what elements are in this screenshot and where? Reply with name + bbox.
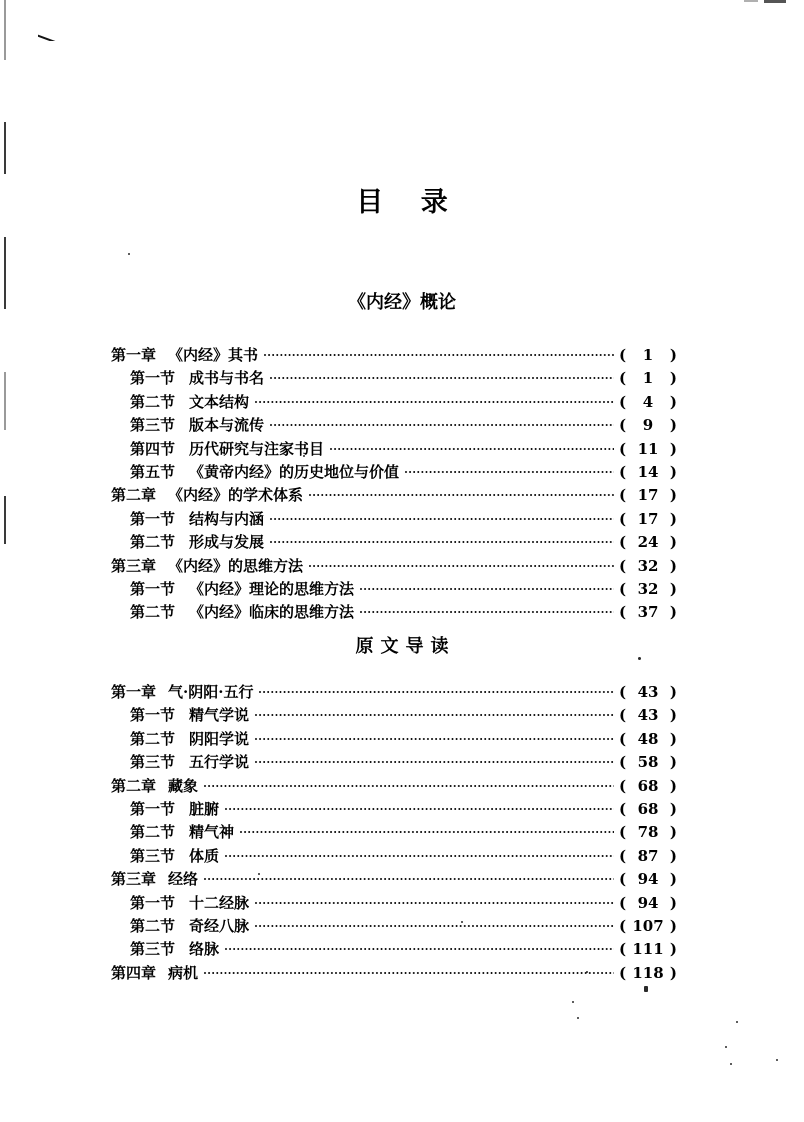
- toc-entry-number: 第三节: [130, 416, 176, 435]
- page-number-open-paren: (: [619, 509, 627, 528]
- page-number-close-paren: ): [669, 940, 677, 959]
- toc-page-number: [619, 964, 677, 982]
- scan-edge-segment: [4, 0, 6, 60]
- page-number-value: 118: [632, 963, 664, 982]
- page-number-open-paren: (: [619, 706, 627, 725]
- toc-entry[interactable]: [111, 578, 677, 601]
- page-number-open-paren: (: [619, 963, 627, 982]
- toc-page-number: [619, 486, 677, 504]
- page-number-value: 78: [637, 823, 659, 842]
- toc-entry[interactable]: [111, 938, 677, 961]
- dot-leader: [255, 729, 614, 744]
- toc-entry-label: 《内经》的思维方法: [168, 556, 304, 575]
- toc-entry-number: 第二节: [130, 533, 176, 552]
- page-number-close-paren: ): [669, 579, 677, 598]
- toc-entry-label: 阴阳学说: [189, 729, 250, 748]
- page-number-open-paren: (: [619, 556, 627, 575]
- dot-leader: [264, 345, 614, 360]
- toc-entry-number: 第一节: [130, 509, 176, 528]
- page-number-open-paren: (: [619, 392, 627, 411]
- toc-entry[interactable]: [111, 484, 677, 507]
- page-number-value: 24: [637, 533, 659, 552]
- toc-page-number: [619, 730, 677, 748]
- page-number-close-paren: ): [669, 870, 677, 889]
- page-number-value: 14: [637, 462, 659, 481]
- toc-page-number: [619, 510, 677, 528]
- toc-entry[interactable]: [111, 728, 677, 751]
- page-number-value: 37: [637, 603, 659, 622]
- page-number-open-paren: (: [619, 439, 627, 458]
- toc-page-number: [619, 917, 677, 935]
- toc-page-number: [619, 777, 677, 795]
- toc-entry-number: 第二章: [111, 486, 157, 505]
- toc-entry-label: 形成与发展: [189, 533, 265, 552]
- toc-entry-label: 络脉: [189, 940, 220, 959]
- dot-leader: [255, 916, 614, 931]
- toc-entry-label: 《内经》的学术体系: [168, 486, 304, 505]
- scan-edge-segment: [4, 372, 6, 430]
- toc-page-number: [619, 393, 677, 411]
- dot-leader: [405, 462, 614, 477]
- toc-entry-label: 《内经》理论的思维方法: [189, 579, 355, 598]
- toc-entry-label: 精气神: [189, 823, 235, 842]
- toc-entry-number: 第四章: [111, 963, 157, 982]
- page-number-open-paren: (: [619, 729, 627, 748]
- toc-entry[interactable]: [111, 868, 677, 891]
- page-number-value: 1: [642, 346, 654, 364]
- dot-leader: [270, 509, 614, 524]
- page-number-value: 11: [637, 439, 659, 458]
- page-number-value: 43: [637, 706, 659, 725]
- toc-entry-label: 《内经》临床的思维方法: [189, 603, 355, 622]
- dot-leader: [270, 415, 614, 430]
- toc-entry-number: 第二章: [111, 776, 157, 795]
- dot-leader: [360, 579, 614, 594]
- scan-edge-segment: [4, 496, 6, 544]
- toc-page-number: [619, 800, 677, 818]
- toc-entry[interactable]: [111, 845, 677, 868]
- page-number-open-paren: (: [619, 940, 627, 959]
- toc-entry[interactable]: [111, 915, 677, 938]
- toc-entry-number: 第四节: [130, 439, 176, 458]
- toc-page-number: [619, 440, 677, 458]
- page-title: 目 录: [356, 187, 462, 218]
- toc-entry-number: 第二节: [130, 392, 176, 411]
- dot-leader: [309, 485, 614, 500]
- scan-speck: [725, 1046, 727, 1048]
- page-number-open-paren: (: [619, 823, 627, 842]
- toc-entry[interactable]: [111, 962, 677, 985]
- page-number-open-paren: (: [619, 753, 627, 772]
- page-number-open-paren: (: [619, 893, 627, 912]
- page-number-value: 87: [637, 846, 659, 865]
- toc-page-number: [619, 706, 677, 724]
- page-number-value: 94: [637, 893, 659, 912]
- page-number-value: 43: [637, 683, 659, 701]
- page-number-close-paren: ): [669, 799, 677, 818]
- toc-entry-label: 脏腑: [189, 799, 220, 818]
- toc-entry[interactable]: [111, 414, 677, 437]
- dot-leader: [225, 939, 614, 954]
- page-number-close-paren: ): [669, 776, 677, 795]
- toc-entry-label: 《内经》其书: [168, 346, 259, 364]
- toc-entry[interactable]: [111, 751, 677, 774]
- page-number-close-paren: ): [669, 462, 677, 481]
- toc-entry-label: 十二经脉: [189, 893, 250, 912]
- toc-page-number: [619, 580, 677, 598]
- page-number-value: 32: [637, 556, 659, 575]
- toc-entry[interactable]: [111, 508, 677, 531]
- page-number-value: 1: [642, 369, 654, 388]
- page-number-value: 94: [637, 870, 659, 889]
- dot-leader: [255, 705, 614, 720]
- toc-entry-label: 成书与书名: [189, 369, 265, 388]
- page-number-value: 4: [642, 392, 654, 411]
- toc-list-part-2: [111, 681, 677, 985]
- toc-page-number: [619, 940, 677, 958]
- page-number-close-paren: ): [669, 753, 677, 772]
- toc-page-number: [619, 753, 677, 771]
- toc-entry-number: 第三节: [130, 846, 176, 865]
- dot-leader: [270, 532, 614, 547]
- scan-speck: [644, 986, 648, 992]
- toc-page-number: [619, 823, 677, 841]
- page-number-value: 9: [642, 416, 654, 435]
- toc-entry-number: 第五节: [130, 462, 176, 481]
- toc-entry-label: 气·阴阳·五行: [168, 683, 254, 701]
- toc-page-number: [619, 416, 677, 434]
- page-number-value: 111: [632, 940, 664, 959]
- page-number-value: 107: [632, 916, 664, 935]
- toc-page-number: [619, 369, 677, 387]
- toc-entry[interactable]: [111, 775, 677, 798]
- page-number-open-paren: (: [619, 369, 627, 388]
- toc-entry-number: 第三章: [111, 556, 157, 575]
- page-number-open-paren: (: [619, 579, 627, 598]
- toc-entry-label: 文本结构: [189, 392, 250, 411]
- page-number-close-paren: ): [669, 963, 677, 982]
- scan-speck: [577, 1017, 579, 1019]
- page-number-value: 48: [637, 729, 659, 748]
- toc-page-number: [619, 557, 677, 575]
- page-number-close-paren: ): [669, 823, 677, 842]
- page-number-close-paren: ): [669, 603, 677, 622]
- scan-speck: [128, 253, 130, 255]
- toc-page-number: [619, 870, 677, 888]
- toc-entry[interactable]: [111, 798, 677, 821]
- toc-entry[interactable]: [111, 438, 677, 461]
- dot-leader: [309, 556, 614, 571]
- page-number-value: 32: [637, 579, 659, 598]
- page-number-close-paren: ): [669, 706, 677, 725]
- page-number-open-paren: (: [619, 683, 627, 701]
- toc-page-number: [619, 463, 677, 481]
- page-number-close-paren: ): [669, 916, 677, 935]
- toc-entry[interactable]: [111, 391, 677, 414]
- toc-entry[interactable]: [111, 681, 677, 704]
- page-number-close-paren: ): [669, 439, 677, 458]
- toc-entry-number: 第三章: [111, 870, 157, 889]
- toc-page-number: [619, 533, 677, 551]
- page-number-close-paren: ): [669, 533, 677, 552]
- toc-entry-number: 第一节: [130, 893, 176, 912]
- toc-entry-number: 第一章: [111, 346, 157, 364]
- toc-entry[interactable]: [111, 344, 677, 367]
- toc-page-number: [619, 894, 677, 912]
- toc-entry[interactable]: [111, 821, 677, 844]
- toc-entry-label: 《黄帝内经》的历史地位与价值: [189, 462, 400, 481]
- part-heading-1: 《内经》概论: [348, 292, 456, 313]
- toc-entry-label: 经络: [168, 870, 199, 889]
- toc-entry-label: 奇经八脉: [189, 916, 250, 935]
- toc-entry-number: 第二节: [130, 916, 176, 935]
- toc-entry-label: 体质: [189, 846, 220, 865]
- toc-page-number: [619, 847, 677, 865]
- page-number-close-paren: ): [669, 556, 677, 575]
- page-number-open-paren: (: [619, 870, 627, 889]
- toc-entry[interactable]: [111, 367, 677, 390]
- dot-leader: [204, 869, 614, 884]
- toc-entry-number: 第二节: [130, 603, 176, 622]
- page-number-open-paren: (: [619, 846, 627, 865]
- page-number-close-paren: ): [669, 893, 677, 912]
- toc-entry-number: 第一节: [130, 369, 176, 388]
- page-number-close-paren: ): [669, 486, 677, 505]
- toc-entry[interactable]: [111, 704, 677, 727]
- page-number-close-paren: ): [669, 729, 677, 748]
- page-number-close-paren: ): [669, 392, 677, 411]
- page-number-open-paren: (: [619, 603, 627, 622]
- page-number-open-paren: (: [619, 486, 627, 505]
- toc-entry-label: 结构与内涵: [189, 509, 265, 528]
- toc-entry[interactable]: [111, 531, 677, 554]
- toc-entry[interactable]: [111, 601, 677, 624]
- scan-speck: [736, 1021, 738, 1023]
- part-heading-2: 原文导读: [355, 636, 456, 657]
- toc-list-part-1: [111, 344, 677, 625]
- toc-entry-label: 藏象: [168, 776, 199, 795]
- toc-entry-label: 历代研究与注家书目: [189, 439, 325, 458]
- page-number-close-paren: ): [669, 846, 677, 865]
- toc-entry-number: 第一章: [111, 683, 157, 701]
- page-number-value: 58: [637, 753, 659, 772]
- dot-leader: [225, 799, 614, 814]
- toc-entry[interactable]: [111, 461, 677, 484]
- pen-mark-artifact: [38, 30, 62, 41]
- toc-entry-number: 第二节: [130, 729, 176, 748]
- page-number-open-paren: (: [619, 776, 627, 795]
- dot-leader: [255, 752, 614, 767]
- page-number-close-paren: ): [669, 416, 677, 435]
- page-number-open-paren: (: [619, 799, 627, 818]
- scan-top-edge-mark: [764, 0, 786, 3]
- scan-speck: [776, 1059, 778, 1061]
- page-number-value: 68: [637, 776, 659, 795]
- scan-top-edge-mark-secondary: [744, 0, 758, 2]
- page-number-value: 68: [637, 799, 659, 818]
- toc-entry-number: 第三节: [130, 940, 176, 959]
- toc-entry-number: 第一节: [130, 706, 176, 725]
- dot-leader: [255, 392, 614, 407]
- dot-leader: [330, 439, 614, 454]
- scan-edge-segment: [4, 122, 6, 174]
- dot-leader: [204, 963, 614, 978]
- toc-entry[interactable]: [111, 555, 677, 578]
- dot-leader: [204, 776, 614, 791]
- page-number-open-paren: (: [619, 462, 627, 481]
- page-number-open-paren: (: [619, 346, 627, 364]
- page-number-value: 17: [637, 486, 659, 505]
- page-number-open-paren: (: [619, 533, 627, 552]
- page-number-close-paren: ): [669, 683, 677, 701]
- page-number-value: 17: [637, 509, 659, 528]
- toc-page-number: [619, 603, 677, 621]
- dot-leader: [255, 893, 614, 908]
- toc-entry-number: 第一节: [130, 799, 176, 818]
- toc-entry[interactable]: [111, 892, 677, 915]
- toc-entry-label: 精气学说: [189, 706, 250, 725]
- dot-leader: [225, 846, 614, 861]
- scan-speck: [730, 1063, 732, 1065]
- toc-entry-label: 病机: [168, 963, 199, 982]
- toc-page-number: [619, 683, 677, 701]
- page-number-close-paren: ): [669, 509, 677, 528]
- toc-entry-number: 第二节: [130, 823, 176, 842]
- toc-entry-number: 第三节: [130, 753, 176, 772]
- toc-entry-number: 第一节: [130, 579, 176, 598]
- dot-leader: [259, 682, 614, 697]
- page-number-open-paren: (: [619, 916, 627, 935]
- page-number-close-paren: ): [669, 346, 677, 364]
- dot-leader: [240, 822, 614, 837]
- page-number-close-paren: ): [669, 369, 677, 388]
- scan-speck: [572, 1001, 574, 1003]
- page-number-open-paren: (: [619, 416, 627, 435]
- toc-page-number: [619, 346, 677, 364]
- toc-entry-label: 五行学说: [189, 753, 250, 772]
- toc-entry-label: 版本与流传: [189, 416, 265, 435]
- dot-leader: [270, 368, 614, 383]
- dot-leader: [360, 602, 614, 617]
